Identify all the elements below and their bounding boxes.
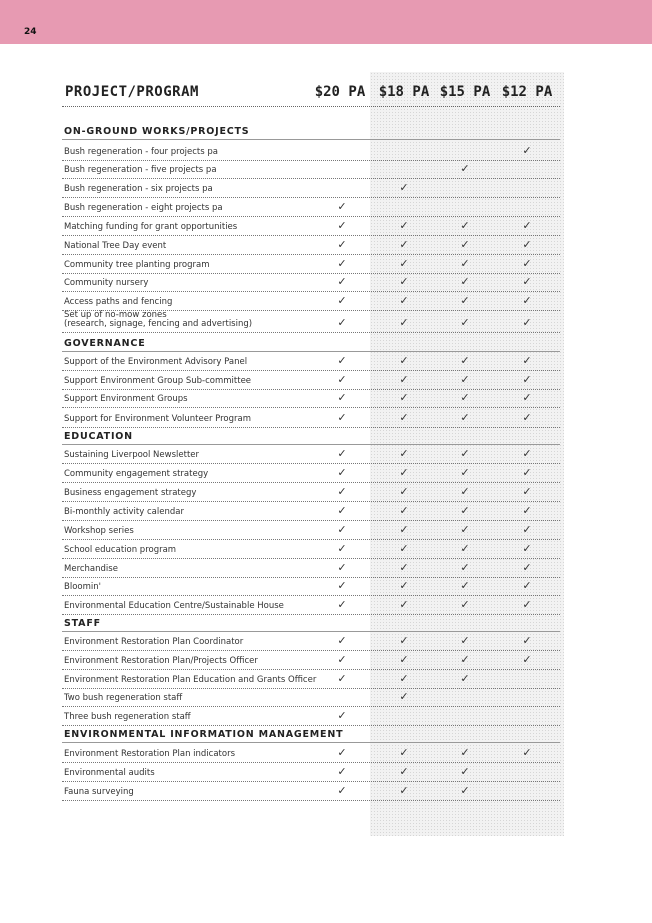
- row-label: Business engagement strategy: [64, 488, 197, 498]
- table-row: [62, 216, 560, 236]
- checkmark-icon: ✓: [337, 598, 347, 611]
- checkmark-icon: ✓: [337, 316, 347, 329]
- checkmark-icon: ✓: [522, 746, 532, 759]
- table-row: [62, 762, 560, 782]
- checkmark-icon: ✓: [460, 275, 470, 288]
- checkmark-icon: ✓: [399, 561, 409, 574]
- checkmark-icon: ✓: [522, 598, 532, 611]
- checkmark-icon: ✓: [399, 354, 409, 367]
- row-label: Two bush regeneration staff: [64, 693, 183, 703]
- row-label: Workshop series: [64, 526, 134, 536]
- checkmark-icon: ✓: [460, 765, 470, 778]
- table-row: [62, 178, 560, 198]
- row-label: Access paths and fencing: [64, 297, 173, 307]
- checkmark-icon: ✓: [337, 561, 347, 574]
- checkmark-icon: ✓: [337, 294, 347, 307]
- table-row: [62, 501, 560, 521]
- checkmark-icon: ✓: [460, 542, 470, 555]
- checkmark-icon: ✓: [399, 238, 409, 251]
- table-row: [62, 577, 560, 596]
- table-row: [62, 370, 560, 390]
- table-row: [62, 482, 560, 502]
- row-label: Matching funding for grant opportunities: [64, 222, 238, 232]
- checkmark-icon: ✓: [399, 257, 409, 270]
- checkmark-icon: ✓: [399, 765, 409, 778]
- checkmark-icon: ✓: [460, 634, 470, 647]
- checkmark-icon: ✓: [522, 523, 532, 536]
- column-header-project: PROJECT/PROGRAM: [65, 84, 199, 100]
- table-row: [62, 688, 560, 707]
- checkmark-icon: ✓: [460, 257, 470, 270]
- table-row: [62, 650, 560, 670]
- row-label: [64, 311, 252, 329]
- checkmark-icon: ✓: [460, 316, 470, 329]
- table-row: [62, 742, 560, 763]
- page-number: 24: [24, 27, 37, 37]
- table-row: [62, 291, 560, 311]
- checkmark-icon: ✓: [460, 219, 470, 232]
- checkmark-icon: ✓: [399, 542, 409, 555]
- row-label: School education program: [64, 545, 177, 555]
- row-label: Community engagement strategy: [64, 469, 209, 479]
- checkmark-icon: ✓: [399, 181, 409, 194]
- checkmark-icon: ✓: [522, 238, 532, 251]
- header-divider: [62, 106, 560, 107]
- table-row: [62, 781, 560, 801]
- checkmark-icon: ✓: [399, 634, 409, 647]
- table-row: [62, 254, 560, 274]
- row-label: Community tree planting program: [64, 260, 210, 270]
- row-label: Bush regeneration - six projects pa: [64, 184, 213, 194]
- checkmark-icon: ✓: [399, 294, 409, 307]
- page-header-band: [0, 0, 652, 44]
- checkmark-icon: ✓: [399, 316, 409, 329]
- table-row: [62, 351, 560, 371]
- checkmark-icon: ✓: [399, 784, 409, 797]
- checkmark-icon: ✓: [522, 294, 532, 307]
- checkmark-icon: ✓: [337, 485, 347, 498]
- checkmark-icon: ✓: [460, 485, 470, 498]
- section-header-row: [62, 124, 560, 140]
- column-header-18pa: $18 PA: [378, 84, 430, 100]
- checkmark-icon: ✓: [337, 200, 347, 213]
- section-title: ON-GROUND WORKS/PROJECTS: [64, 126, 250, 137]
- checkmark-icon: ✓: [399, 466, 409, 479]
- row-label: Sustaining Liverpool Newsletter: [64, 450, 200, 460]
- checkmark-icon: ✓: [337, 746, 347, 759]
- section-title: ENVIRONMENTAL INFORMATION MANAGEMENT: [64, 729, 344, 740]
- table-row: [62, 631, 560, 651]
- table-row: [62, 407, 560, 428]
- checkmark-icon: ✓: [460, 561, 470, 574]
- table-row: [62, 595, 560, 615]
- checkmark-icon: ✓: [337, 784, 347, 797]
- checkmark-icon: ✓: [522, 504, 532, 517]
- checkmark-icon: ✓: [337, 257, 347, 270]
- table-row: [62, 706, 560, 726]
- table-row: [62, 139, 560, 161]
- row-label: Bloomin': [64, 582, 101, 592]
- row-label: Bush regeneration - eight projects pa: [64, 203, 223, 213]
- table-row: [62, 444, 560, 464]
- checkmark-icon: ✓: [460, 653, 470, 666]
- checkmark-icon: ✓: [399, 373, 409, 386]
- checkmark-icon: ✓: [399, 523, 409, 536]
- row-label: Environment Restoration Plan Education and Grants Officer: [64, 675, 317, 685]
- checkmark-icon: ✓: [399, 579, 409, 592]
- row-label: Bi-monthly activity calendar: [64, 507, 184, 517]
- row-label: Environmental Education Centre/Sustainable House: [64, 601, 284, 611]
- table-row: [62, 558, 560, 578]
- row-label: Environment Restoration Plan indicators: [64, 749, 236, 759]
- checkmark-icon: ✓: [460, 447, 470, 460]
- checkmark-icon: ✓: [399, 447, 409, 460]
- row-label: Community nursery: [64, 278, 149, 288]
- checkmark-icon: ✓: [337, 709, 347, 722]
- table-row: [62, 160, 560, 179]
- checkmark-icon: ✓: [337, 219, 347, 232]
- checkmark-icon: ✓: [522, 219, 532, 232]
- checkmark-icon: ✓: [399, 672, 409, 685]
- checkmark-icon: ✓: [399, 746, 409, 759]
- table-row: [62, 539, 560, 559]
- row-label: Environment Restoration Plan/Projects Officer: [64, 656, 258, 666]
- checkmark-icon: ✓: [522, 354, 532, 367]
- section-header-row: [62, 332, 560, 352]
- row-label: Bush regeneration - five projects pa: [64, 165, 217, 175]
- section-title: GOVERNANCE: [64, 338, 146, 349]
- checkmark-icon: ✓: [399, 653, 409, 666]
- checkmark-icon: ✓: [522, 275, 532, 288]
- column-header-20pa: $20 PA: [314, 84, 366, 100]
- checkmark-icon: ✓: [337, 466, 347, 479]
- checkmark-icon: ✓: [337, 542, 347, 555]
- checkmark-icon: ✓: [460, 504, 470, 517]
- checkmark-icon: ✓: [522, 561, 532, 574]
- row-label-line2: (research, signage, fencing and advertising): [64, 319, 253, 329]
- checkmark-icon: ✓: [460, 354, 470, 367]
- checkmark-icon: ✓: [460, 391, 470, 404]
- section-header-row: [62, 725, 560, 743]
- checkmark-icon: ✓: [460, 373, 470, 386]
- section-title: EDUCATION: [64, 431, 133, 442]
- row-label: Bush regeneration - four projects pa: [64, 147, 218, 157]
- checkmark-icon: ✓: [460, 579, 470, 592]
- checkmark-icon: ✓: [522, 447, 532, 460]
- row-label: National Tree Day event: [64, 241, 167, 251]
- section-header-row: [62, 427, 560, 445]
- checkmark-icon: ✓: [337, 354, 347, 367]
- checkmark-icon: ✓: [522, 257, 532, 270]
- checkmark-icon: ✓: [522, 579, 532, 592]
- checkmark-icon: ✓: [522, 316, 532, 329]
- section-title: STAFF: [64, 618, 101, 629]
- checkmark-icon: ✓: [522, 542, 532, 555]
- table-row: [62, 197, 560, 217]
- table-row: [62, 389, 560, 408]
- table-row: [62, 235, 560, 255]
- table-row: [62, 273, 560, 292]
- checkmark-icon: ✓: [522, 485, 532, 498]
- row-label: Environment Restoration Plan Coordinator: [64, 637, 244, 647]
- checkmark-icon: ✓: [399, 485, 409, 498]
- row-label: Support Environment Groups: [64, 394, 188, 404]
- checkmark-icon: ✓: [522, 411, 532, 424]
- table-row: [62, 463, 560, 483]
- checkmark-icon: ✓: [337, 579, 347, 592]
- checkmark-icon: ✓: [460, 672, 470, 685]
- checkmark-icon: ✓: [522, 466, 532, 479]
- row-label: Three bush regeneration staff: [64, 712, 191, 722]
- row-label: Environmental audits: [64, 768, 155, 778]
- row-label: Support for Environment Volunteer Program: [64, 414, 252, 424]
- checkmark-icon: ✓: [522, 634, 532, 647]
- checkmark-icon: ✓: [337, 391, 347, 404]
- checkmark-icon: ✓: [337, 238, 347, 251]
- checkmark-icon: ✓: [399, 411, 409, 424]
- checkmark-icon: ✓: [337, 504, 347, 517]
- checkmark-icon: ✓: [337, 634, 347, 647]
- checkmark-icon: ✓: [337, 765, 347, 778]
- table-row: [62, 520, 560, 540]
- checkmark-icon: ✓: [399, 690, 409, 703]
- row-label: Merchandise: [64, 564, 118, 574]
- checkmark-icon: ✓: [460, 746, 470, 759]
- table-row: [62, 310, 560, 333]
- checkmark-icon: ✓: [399, 598, 409, 611]
- checkmark-icon: ✓: [460, 162, 470, 175]
- checkmark-icon: ✓: [460, 238, 470, 251]
- checkmark-icon: ✓: [337, 523, 347, 536]
- column-header-12pa: $12 PA: [501, 84, 553, 100]
- checkmark-icon: ✓: [337, 373, 347, 386]
- checkmark-icon: ✓: [337, 411, 347, 424]
- row-label: Support Environment Group Sub-committee: [64, 376, 252, 386]
- checkmark-icon: ✓: [522, 373, 532, 386]
- checkmark-icon: ✓: [460, 466, 470, 479]
- checkmark-icon: ✓: [460, 294, 470, 307]
- checkmark-icon: ✓: [460, 523, 470, 536]
- column-header-15pa: $15 PA: [439, 84, 491, 100]
- row-label: Support of the Environment Advisory Panel: [64, 357, 248, 367]
- row-label-line1: Set up of no-mow zones: [64, 310, 167, 320]
- checkmark-icon: ✓: [337, 672, 347, 685]
- row-label: Fauna surveying: [64, 787, 134, 797]
- checkmark-icon: ✓: [460, 411, 470, 424]
- checkmark-icon: ✓: [337, 275, 347, 288]
- table-row: [62, 669, 560, 689]
- checkmark-icon: ✓: [399, 219, 409, 232]
- checkmark-icon: ✓: [399, 275, 409, 288]
- checkmark-icon: ✓: [337, 653, 347, 666]
- section-header-row: [62, 614, 560, 632]
- checkmark-icon: ✓: [522, 653, 532, 666]
- checkmark-icon: ✓: [460, 598, 470, 611]
- checkmark-icon: ✓: [399, 504, 409, 517]
- checkmark-icon: ✓: [522, 144, 532, 157]
- checkmark-icon: ✓: [399, 391, 409, 404]
- checkmark-icon: ✓: [337, 447, 347, 460]
- checkmark-icon: ✓: [460, 784, 470, 797]
- checkmark-icon: ✓: [522, 391, 532, 404]
